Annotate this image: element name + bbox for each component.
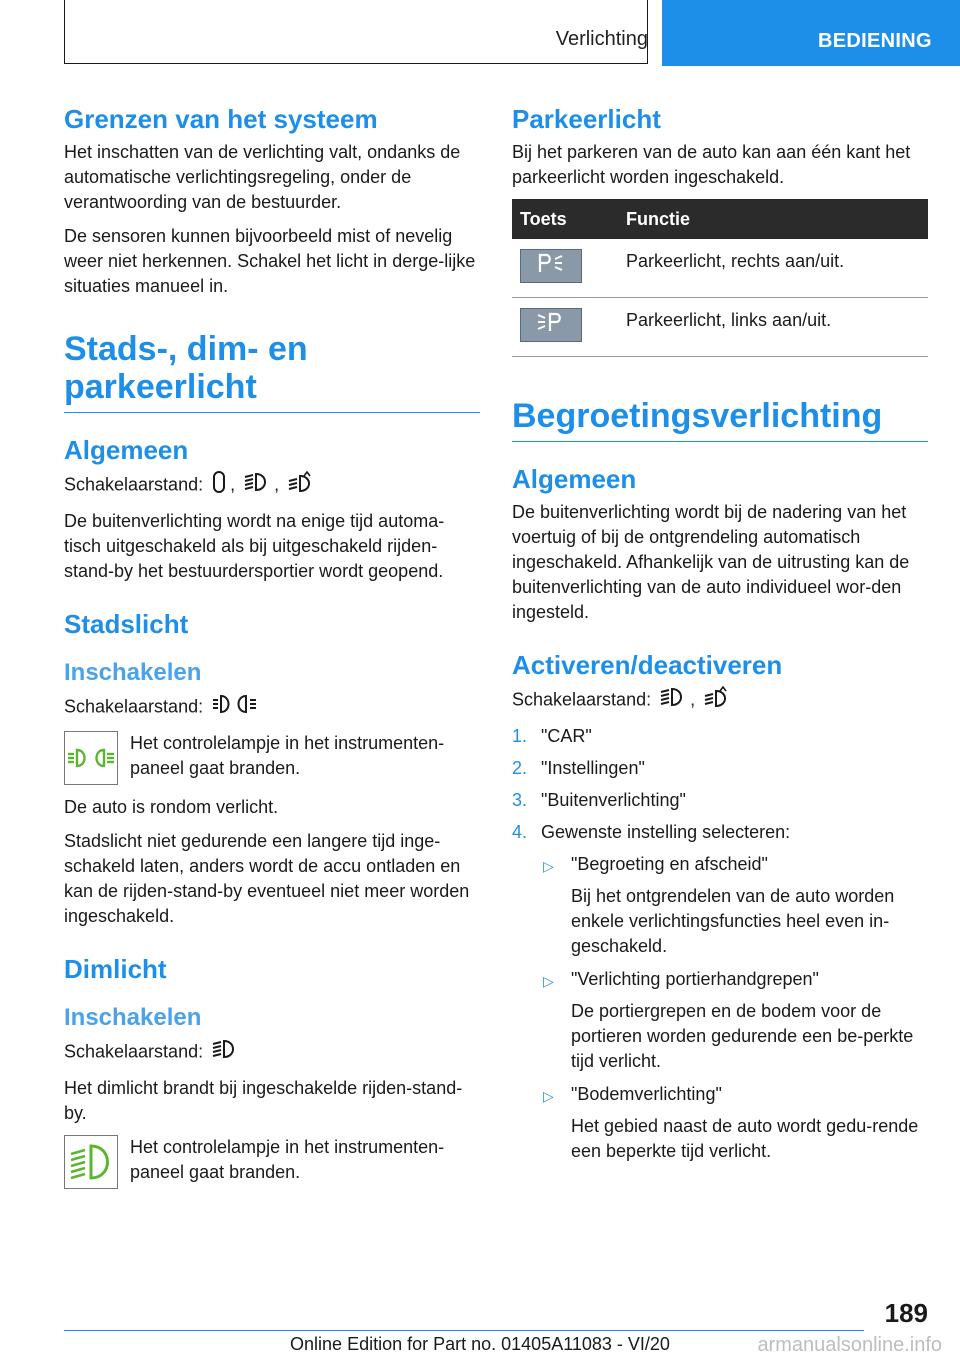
- grenzen-heading: Grenzen van het systeem: [64, 104, 378, 134]
- schakelaarstand-line-dim: [64, 1038, 480, 1067]
- list-item: 1. "CAR": [512, 726, 592, 746]
- dim-paragraph-1: Het dimlicht brandt bij ingeschakelde rijden-stand-by.: [64, 1078, 463, 1123]
- parking-light-right-button[interactable]: [520, 249, 582, 283]
- option-item: [541, 967, 928, 1074]
- parkeerlicht-paragraph: Bij het parkeren van de auto kan aan één kant het parkeerlicht worden ingeschakeld.: [512, 142, 911, 187]
- schakelaarstand-line-1: Schakelaarstand: , ,: [64, 471, 480, 500]
- table-row: [512, 239, 928, 298]
- inschakelen-heading-dim: Inschakelen: [64, 1004, 202, 1031]
- watermark: armanualsonline.info: [757, 1334, 942, 1356]
- right-column: [512, 104, 928, 1172]
- parking-light-indicator-icon: [64, 731, 118, 785]
- list-item: 2. "Instellingen": [512, 758, 645, 778]
- bullet-triangle-icon: ▷: [543, 1088, 554, 1104]
- left-column: [64, 104, 480, 1199]
- parkeerlicht-table: [512, 199, 928, 357]
- option-item: [541, 852, 928, 959]
- dimlicht-heading: Dimlicht: [64, 954, 167, 984]
- switch-off-icon: [212, 471, 226, 500]
- schakelaarstand-line-right: Schakelaarstand: ,: [512, 686, 928, 715]
- algemeen-heading-left: Algemeen: [64, 435, 189, 465]
- option-title: "Begroeting en afscheid": [571, 854, 768, 874]
- parking-light-left-button[interactable]: [520, 308, 582, 342]
- stads-paragraph-2: Stadslicht niet gedurende een langere tijd inge-schakeld laten, anders wordt de accu ontladen en kan de rijden-stand-by eventueel niet meer worden ingeschakeld.: [64, 831, 470, 926]
- list-item: 3. "Buitenverlichting": [512, 790, 686, 810]
- auto-headlight-icon: [704, 686, 730, 715]
- option-description: Bij het ontgrendelen van de auto worden enkele verlichtingsfuncties heel even in-geschakeld.: [571, 886, 895, 956]
- parking-right-icon: [535, 252, 567, 281]
- parking-light-switch-icon: [212, 693, 258, 722]
- table-header-row: [512, 199, 928, 239]
- algemeen-heading-right: Algemeen: [512, 464, 637, 494]
- grenzen-paragraph-1: Het inschatten van de verlichting valt, ondanks de automatische verlichtingsregeling, onder de verantwoording van de bestuurder.: [64, 142, 461, 212]
- stads-paragraph-1: De auto is rondom verlicht.: [64, 797, 279, 817]
- low-beam-indicator-icon: [64, 1135, 118, 1189]
- schakelaarstand-label: Schakelaarstand:: [64, 474, 204, 495]
- list-item: 4. Gewenste instelling selecteren: ▷ "Begroeting en afscheid" Bij het ontgrendelen van de auto worden enkele verlichtingsfuncties heel even in-geschakeld. ▷ "Verlichting portierhandgrepen" De portiergrepen en de bodem voor de portieren worden gedurende een be-perkte tijd verlicht. ▷ "Bodemverlichting" Het gebied naast de auto wordt gedu-rende een beperkte tijd verlicht.: [512, 820, 928, 1164]
- option-title: "Bodemverlichting": [571, 1084, 722, 1104]
- table-cell-function: Parkeerlicht, rechts aan/uit.: [618, 239, 928, 298]
- bullet-triangle-icon: ▷: [543, 973, 554, 989]
- table-header-functie: Functie: [618, 199, 928, 239]
- parkeerlicht-heading: Parkeerlicht: [512, 104, 661, 134]
- header-section-title: Verlichting: [555, 28, 648, 50]
- algemeen-paragraph-left: De buitenverlichting wordt na enige tijd automa-tisch uitgeschakeld als bij uitgeschakeld rijden-stand-by het bestuurdersportier wordt geopend.: [64, 511, 445, 581]
- auto-headlight-icon: [288, 471, 314, 500]
- stadslicht-heading: Stadslicht: [64, 609, 189, 639]
- begroetingsverlichting-heading: Begroetingsverlichting: [512, 397, 928, 442]
- dimlicht-indicator-row: [64, 1135, 480, 1189]
- option-title: "Verlichting portierhandgrepen": [571, 969, 819, 989]
- schakelaarstand-line-stads: [64, 693, 480, 722]
- activeren-heading: Activeren/deactiveren: [512, 650, 783, 680]
- schakelaarstand-label: Schakelaarstand:: [512, 689, 652, 710]
- option-item: [541, 1082, 928, 1164]
- option-description: Het gebied naast de auto wordt gedu-rende een beperkte tijd verlicht.: [571, 1116, 919, 1161]
- table-cell-function: Parkeerlicht, links aan/uit.: [618, 298, 928, 357]
- schakelaarstand-label: Schakelaarstand:: [64, 696, 204, 717]
- indicator-text-stads: Het controlelampje in het instrumenten-paneel gaat branden.: [130, 733, 445, 778]
- low-beam-auto-icon: [244, 471, 270, 500]
- option-description: De portiergrepen en de bodem voor de portieren worden gedurende een be-perkte tijd verlicht.: [571, 1001, 914, 1071]
- indicator-text-dim: Het controlelampje in het instrumenten-paneel gaat branden.: [130, 1137, 445, 1182]
- footer-divider: [64, 1330, 864, 1331]
- inschakelen-heading-stads: Inschakelen: [64, 659, 202, 686]
- schakelaarstand-label: Schakelaarstand:: [64, 1041, 204, 1062]
- options-list: [541, 852, 928, 1164]
- low-beam-switch-icon: [212, 1038, 238, 1067]
- table-header-toets: Toets: [512, 199, 618, 239]
- footer-edition: Online Edition for Part no. 01405A11083 - VI/20: [290, 1334, 670, 1354]
- algemeen-paragraph-right: De buitenverlichting wordt bij de nadering van het voertuig of bij de ontgrendeling automatisch ingeschakeld. Afhankelijk van de uitrusting kan de buitenverlichting van de auto individueel wor-den ingesteld.: [512, 502, 910, 622]
- parking-left-icon: [535, 311, 567, 340]
- steps-list: [512, 724, 928, 1164]
- grenzen-paragraph-2: De sensoren kunnen bijvoorbeeld mist of nevelig weer niet herkennen. Schakel het licht in derge-lijke situaties manueel in.: [64, 226, 476, 296]
- header-tab-bediening[interactable]: BEDIENING: [662, 0, 960, 66]
- stads-dim-parkeer-heading: Stads-, dim- en parkeerlicht: [64, 330, 480, 413]
- page-number: 189: [884, 1298, 928, 1328]
- stadslicht-indicator-row: [64, 731, 480, 785]
- table-row: [512, 298, 928, 357]
- low-beam-switch-icon: [660, 686, 686, 715]
- bullet-triangle-icon: ▷: [543, 858, 554, 874]
